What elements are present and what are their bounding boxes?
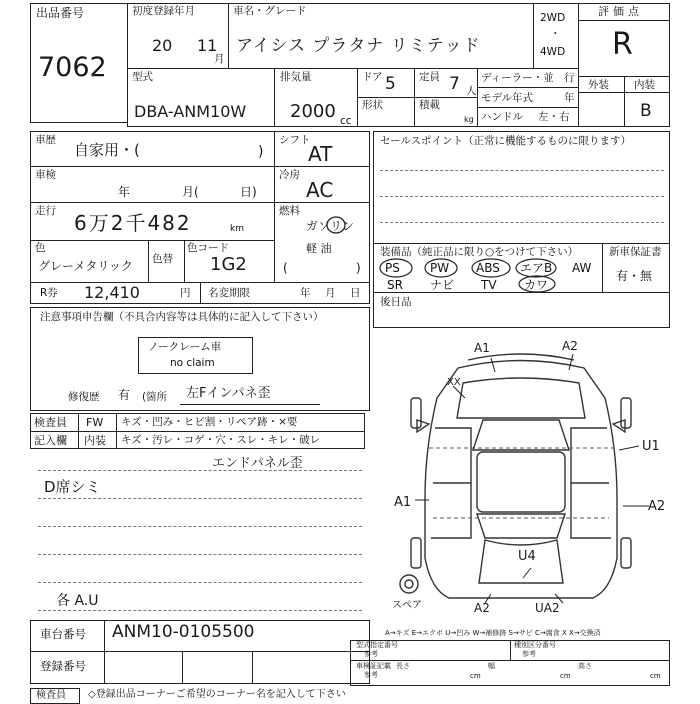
exterior-label: 外装 [588, 79, 609, 91]
history-close: ) [258, 144, 264, 160]
capacity-unit: 人 [466, 85, 477, 97]
cert-ref: 参考 [364, 671, 378, 679]
formal-label: 型式指定番号 [356, 641, 398, 649]
size-height: 高さ [578, 662, 592, 670]
class-label: 種別区分番号 [514, 641, 556, 649]
deadline-day: 日 [350, 287, 361, 299]
ac-label: 冷房 [279, 169, 300, 181]
history-label: 車歴 [35, 134, 56, 146]
repair-value: 有 [118, 388, 131, 402]
first-reg-month: 11 [197, 36, 218, 55]
inspection-day: 日) [240, 185, 257, 199]
inspection-year: 年 [118, 185, 131, 199]
fuel-label: 燃料 [279, 205, 300, 217]
repair-label: 修復歴 [68, 391, 100, 403]
location-label: (箇所 [142, 391, 168, 403]
equip-ps: PS [385, 261, 400, 275]
recycle-label: R券 [40, 287, 58, 299]
capacity-value: 7 [449, 74, 460, 94]
mark-xx: XX [447, 377, 461, 388]
shift-label: シフト [279, 134, 311, 146]
footer-note: ◇登録出品コーナーご希望のコーナー名を記入して下さい [88, 689, 346, 700]
no-claim-jp: ノークレーム車 [148, 341, 222, 353]
doors-label: ドア [362, 71, 383, 83]
shift-value: AT [308, 142, 333, 166]
car-name: アイシス プラタナ リミテッド [236, 36, 481, 56]
drive-dot: ・ [550, 28, 561, 40]
diagram-legend: A→キズ E→エクボ U→凹み W→補修跡 S→サビ C→腐食 X X→交換済 [385, 629, 601, 637]
mark-ua2: UA2 [535, 601, 560, 615]
interior-label: 内装 [634, 79, 655, 91]
dealer-label: ディーラー・並 [481, 72, 554, 84]
footer-inspector-label: 検査員 [36, 690, 66, 701]
mileage-value: 6万2千482 [74, 211, 192, 235]
color-value: グレーメタリック [38, 259, 133, 273]
mileage-label: 走行 [35, 205, 56, 217]
ac-value: AC [306, 178, 334, 202]
equip-leather: カワ [524, 278, 549, 292]
history-value: 自家用・( [74, 141, 140, 159]
color-changed-label: 色替 [152, 253, 173, 265]
equip-sr: SR [387, 278, 403, 292]
mark-a2-right: A2 [648, 499, 666, 514]
rating-value: R [612, 27, 633, 62]
inspector-int-items: キズ・汚レ・コゲ・穴・スレ・キレ・破レ [121, 434, 321, 446]
model-year-label: モデル年式 [481, 92, 533, 104]
fuel-circle-mark [325, 214, 347, 236]
recycle-value: 12,410 [84, 283, 140, 302]
inspector-int-label: 内装 [84, 434, 106, 447]
model-year-unit: 年 [564, 92, 575, 104]
equip-pw: PW [430, 261, 450, 275]
model-value: DBA-ANM10W [134, 102, 247, 121]
handle-label: ハンドル [481, 111, 523, 123]
size-cm-2: cm [560, 672, 571, 680]
displacement-label: 排気量 [280, 71, 312, 83]
inspection-month: 月( [182, 185, 199, 199]
no-claim-en: no claim [170, 357, 215, 369]
inspector-ext-items: キズ・凹み・ヒビ割・リペア跡・×要 [121, 416, 298, 428]
class-ref: 参考 [522, 650, 536, 658]
cc-unit: cc [340, 115, 352, 127]
equip-aw: AW [572, 261, 592, 275]
first-reg-label: 初度登録年月 [132, 5, 195, 17]
first-reg-year: 20 [152, 36, 173, 55]
load-label: 積載 [419, 99, 440, 111]
equipment-label: 装備品（純正品に限り○をつけて下さい） [380, 246, 579, 258]
handle-value: 左・右 [538, 111, 570, 123]
remark-line-3: 各 A.U [56, 593, 99, 609]
fuel-paren-open: ( [283, 261, 288, 275]
fuel-paren-close: ) [356, 261, 361, 275]
fuel-gasoline: ガソリン [306, 219, 355, 233]
equip-navi: ナビ [430, 278, 455, 292]
color-code-label: 色コード [187, 242, 229, 254]
inspector-fw: FW [86, 416, 104, 429]
mark-a1-left: A1 [394, 495, 412, 510]
equip-tv: TV [481, 278, 497, 292]
rear-seat-label: 後日品 [380, 296, 412, 308]
sales-points-box [373, 131, 670, 244]
capacity-label: 定員 [419, 71, 440, 83]
warranty-value: 有・無 [616, 269, 653, 283]
rating-label: 評価点 [598, 5, 643, 18]
chassis-label: 車台番号 [40, 627, 86, 641]
remark-line-1: エンドパネル歪 [212, 456, 303, 471]
equip-abs: ABS [476, 261, 500, 275]
inspector-label: 検査員 [34, 416, 67, 429]
lot-label: 出品番号 [36, 6, 85, 20]
dealer-unit: 行 [564, 72, 575, 84]
car-diagram [373, 328, 670, 628]
fuel-diesel: 軽 油 [306, 242, 332, 255]
sales-points-label: セールスポイント（正常に機能するものに限ります） [380, 135, 632, 147]
equip-airbag: エアB [520, 261, 553, 275]
color-label: 色 [35, 242, 46, 254]
mileage-unit: km [230, 224, 244, 234]
drive-2wd: 2WD [540, 12, 566, 24]
location-value: 左Fインパネ歪 [186, 386, 271, 401]
doors-value: 5 [385, 74, 396, 94]
mark-u4: U4 [518, 549, 536, 564]
shape-label: 形状 [362, 99, 383, 111]
mark-a2-bottom: A2 [474, 601, 490, 615]
drive-4wd: 4WD [540, 46, 566, 58]
warranty-label: 新車保証書 [609, 246, 662, 258]
model-label: 型式 [132, 71, 153, 83]
displacement-value: 2000 [290, 101, 336, 122]
notes-label: 注意事項申告欄（不具合内容等は具体的に記入して下さい） [40, 311, 324, 323]
record-label: 記入欄 [34, 434, 67, 447]
formal-ref: 参考 [364, 650, 378, 658]
size-width: 幅 [488, 662, 495, 670]
month-unit: 月 [214, 53, 225, 65]
mark-a1-top: A1 [474, 341, 490, 355]
mark-u1: U1 [642, 439, 660, 454]
rear-seat-box [373, 292, 670, 328]
deadline-month: 月 [325, 287, 336, 299]
chassis-value: ANM10-0105500 [112, 622, 255, 642]
spare-label: スペア [392, 600, 422, 611]
inspection-label: 車検 [35, 169, 56, 181]
remark-line-2: D席シミ [44, 478, 101, 496]
lot-number: 7062 [38, 52, 107, 83]
equipment-circles [373, 256, 603, 294]
color-code: 1G2 [210, 254, 247, 275]
deadline-year: 年 [300, 287, 311, 299]
cert-label: 車検証記載 [356, 662, 391, 670]
size-cm-1: cm [470, 672, 481, 680]
kg-unit: kg [464, 115, 474, 124]
size-cm-3: cm [650, 672, 661, 680]
mark-a2-top: A2 [562, 339, 578, 353]
car-name-label: 車名・グレード [233, 5, 307, 17]
interior-grade: B [640, 101, 652, 121]
deadline-label: 名変期限 [208, 287, 250, 299]
size-length: 長さ [396, 662, 410, 670]
recycle-yen: 円 [180, 287, 191, 299]
reg-label: 登録番号 [40, 659, 86, 673]
